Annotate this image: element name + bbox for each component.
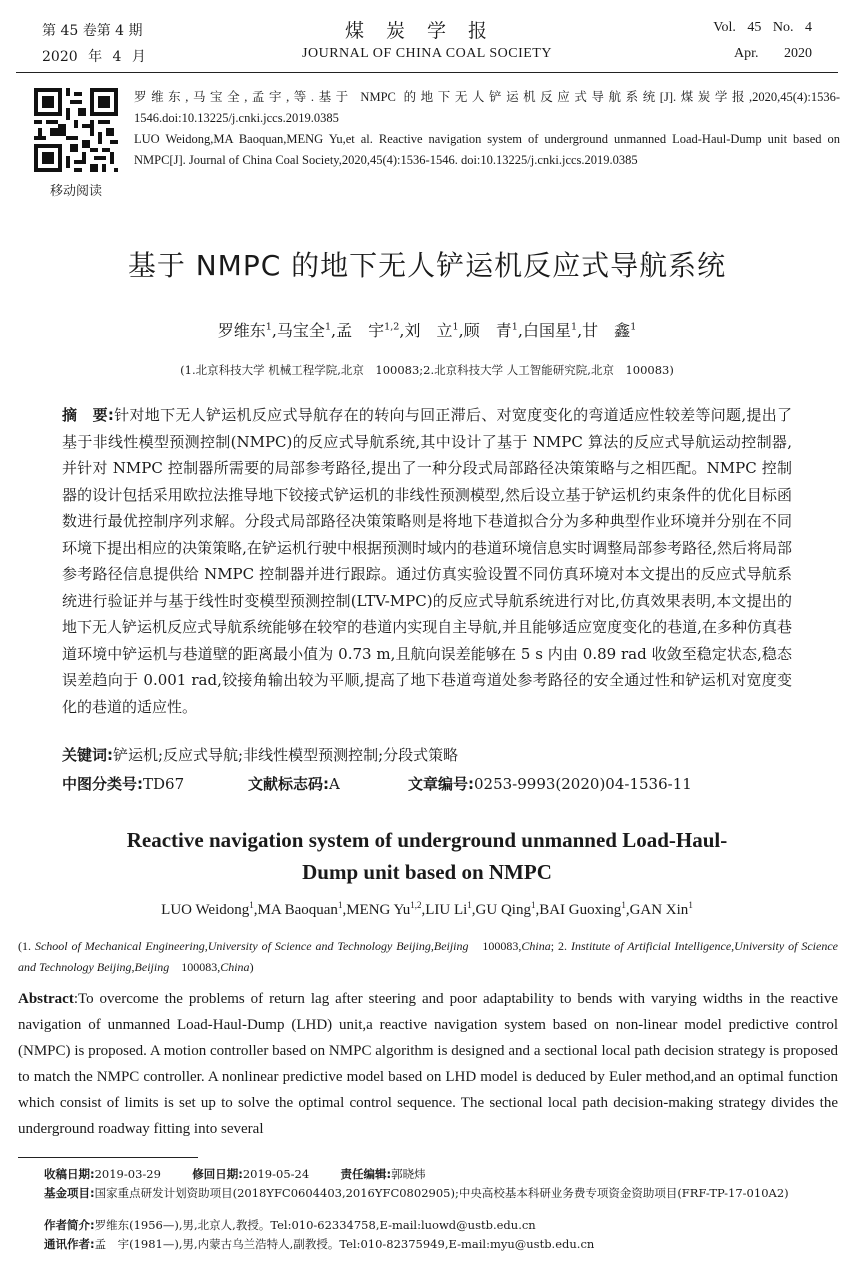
affiliation-cn: (1.北京科技大学 机械工程学院,北京 100083;2.北京科技大学 人工智能研究院,北京 100083) bbox=[180, 363, 674, 377]
article-id bbox=[408, 773, 692, 794]
aff-en-loc1: 100083, bbox=[468, 939, 522, 953]
author-name: 甘 鑫 bbox=[582, 321, 631, 340]
aff-en-sep: ; 2. bbox=[550, 939, 571, 953]
fund-text: 国家重点研发计划资助项目(2018YFC0604403,2016YFC0802905);中央高校基本科研业务费专项资金资助项目(FRF-TP-17-010A2) bbox=[94, 1186, 789, 1200]
date-cn: 2020 年 4 月 bbox=[42, 49, 146, 65]
author-sup: 1 bbox=[688, 900, 693, 910]
paper-title-en-line1: Reactive navigation system of underground unmanned Load-Haul- bbox=[126, 828, 728, 852]
aff-en-open: (1. bbox=[18, 939, 35, 953]
keywords-cn-text: 铲运机;反应式导航;非线性模型预测控制;分段式策略 bbox=[113, 746, 459, 764]
abstract-cn-text: 针对地下无人铲运机反应式导航存在的转向与回正滞后、对宽度变化的弯道适应性较差等问题,提出了基于非线性模型预测控制(NMPC)的反应式导航系统,其中设计了基于 NMPC 算法的反应式导航运动控制器,并针对 NMPC 控制器所需要的局部参考路径,提出了一种分段式局部路径决策策略与之相匹配。NMPC 控制器的设计包括采用欧拉法推导地下铰接式铲运机的非线性预测模型,然后设立基于铲运机约束条件的优化目标函数进行最优控制序列求解。分段式局部路径决策策略则是将地下巷道拟合分为多种典型作业环境并分别在不同环境下提出相应的决策策略,在铲运机行驶中根据预测时域内的巷道环境信息实时调整局部参考路径,然后将局部参考路径信息提供给 NMPC 控制器并进行跟踪。通过仿真实验设置不同仿真环境对本文提出的反应式导航系统进行验证并与基于线性时变模型预测控制(LTV-MPC)的反应式导航系统进行对比,仿真效果表明,本文提出的地下无人铲运机反应式导航系统能够在较窄的巷道内实现自主导航,并且能够适应宽度变化的巷道,在多种仿真巷道环境中铲运机与巷道壁的距离最小值为 0.73 m,且航向误差能够在 5 s 内由 0.89 rad 收敛至稳定状态,稳态误差趋向于 0.001 rad,铰接角输出较为平顺,提高了地下巷道弯道处参考路径的安全通过性和铲运机对宽度变化的巷道的适应性。 bbox=[62, 406, 792, 716]
revised-date: 2019-05-24 bbox=[242, 1167, 310, 1181]
abstract-en-text: :To overcome the problems of return lag after steering and poor adaptability to bends with varying widths in the reactive navigation of unmanned Load-Haul-Dump (LHD) unit,a reactive navigation system based on non-linear model predictive control (NMPC) is proposed. A motion controller based on NMPC algorithm is designed and a sectional local path decision strategy is proposed to match the NMPC controller. A nonlinear predictive model based on LHD model is deduced by Euler method,and an optimal function which consist of limits is set up to solve the optimal control sequence. The sectional local path decision-making strategy divides the underground roadway fitting into several bbox=[18, 991, 838, 1137]
author-sup: 1,2 bbox=[410, 900, 422, 910]
author-name: GAN Xin bbox=[629, 902, 689, 918]
mobile-reading-label: 移动阅读 bbox=[49, 184, 102, 199]
footnote-corresponding bbox=[44, 1236, 844, 1254]
clc-value: TD67 bbox=[143, 775, 185, 793]
editor-name: 郭晓炜 bbox=[391, 1167, 426, 1181]
affiliation-en bbox=[18, 936, 838, 978]
author-sup: 1,2 bbox=[384, 321, 400, 333]
article-value: 0253-9993(2020)04-1536-11 bbox=[474, 775, 692, 793]
keywords-cn bbox=[62, 744, 792, 765]
doc-label: 文献标志码: bbox=[248, 775, 329, 793]
author-sup: 1 bbox=[511, 321, 518, 333]
bio-label: 作者简介: bbox=[44, 1218, 95, 1232]
author-list-cn: 罗维东$^1$,马宝全$^1$,孟 宇$^{1,2}$,刘 立$^1$,顾 青$^1$,白国星$^1$,甘 鑫$^1$ bbox=[217, 321, 637, 340]
volume-issue-cn: 第 45 卷第 4 期 bbox=[42, 23, 143, 39]
date-en: Apr. 2020 bbox=[734, 46, 812, 61]
corr-text: 孟 宇(1981—),男,内蒙古乌兰浩特人,副教授。Tel:010-82375949,E-mail:myu@ustb.edu.cn bbox=[94, 1237, 595, 1251]
footnote-bio bbox=[44, 1217, 844, 1235]
author-name: LUO Weidong bbox=[161, 902, 250, 918]
aff-en-close: ) bbox=[249, 960, 254, 974]
author-name: 顾 青 bbox=[463, 321, 512, 340]
aff-en-country2: China bbox=[220, 960, 250, 974]
citation-cn: 罗维东,马宝全,孟宇,等.基于 NMPC 的地下无人铲运机反应式导航系统[J].煤炭学报,2020,45(4):1536-1546.doi:10.13225/j.cnki.jccs.2019.0385 bbox=[134, 90, 840, 125]
author-name: 白国星 bbox=[522, 321, 571, 340]
footnote-funding bbox=[44, 1185, 844, 1203]
author-sup: 1 bbox=[530, 900, 536, 910]
volume-issue-en: Vol. 45 No. 4 bbox=[713, 20, 812, 35]
keywords-cn-label: 关键词: bbox=[62, 746, 113, 764]
revised-label: 修回日期: bbox=[192, 1167, 243, 1181]
qr-code-icon[interactable] bbox=[34, 88, 118, 172]
author-sup: 1 bbox=[249, 900, 254, 910]
author-sup: 1 bbox=[324, 321, 332, 333]
aff-en-inst1: School of Mechanical Engineering,University of Science and Technology Beijing,Beijing bbox=[34, 939, 469, 953]
clc-code bbox=[62, 773, 184, 794]
author-name: 马宝全 bbox=[276, 321, 325, 340]
clc-label: 中图分类号: bbox=[62, 775, 143, 793]
citation-en: LUO Weidong,MA Baoquan,MENG Yu,et al. Reactive navigation system of underground unmanned Load-Haul-Dump unit based on NMPC[J]. Journal of China Coal Society,2020,45(4):1536-1546. doi:10.13225/j.cnki.jccs.2019.0385 bbox=[134, 132, 840, 167]
header-rule bbox=[16, 72, 838, 73]
journal-name-en: JOURNAL OF CHINA COAL SOCIETY bbox=[302, 46, 552, 61]
aff-en-loc2: 100083, bbox=[169, 960, 221, 974]
paper-title-en-line2: Dump unit based on NMPC bbox=[302, 860, 552, 884]
editor-label: 责任编辑: bbox=[340, 1167, 392, 1181]
paper-title-en bbox=[0, 824, 854, 888]
author-name: BAI Guoxing bbox=[539, 902, 622, 918]
author-sup: 1 bbox=[265, 321, 272, 333]
abstract-cn bbox=[62, 402, 792, 720]
author-sup: 1 bbox=[621, 900, 626, 910]
document-code bbox=[248, 773, 340, 794]
author-list-en: LUO Weidong$^1$,MA Baoquan$^1$,MENG Yu$^{1,2}$,LIU Li$^1$,GU Qing$^1$,BAI Guoxing$^1$,GAN Xin$^1$ bbox=[161, 900, 693, 918]
footnote-rule bbox=[18, 1157, 198, 1158]
author-name: MENG Yu bbox=[346, 902, 411, 918]
author-sup: 1 bbox=[467, 900, 472, 910]
received-label: 收稿日期: bbox=[44, 1167, 95, 1181]
bio-text: 罗维东(1956—),男,北京人,教授。Tel:010-62334758,E-mail:luowd@ustb.edu.cn bbox=[94, 1218, 536, 1232]
author-name: 刘 立 bbox=[404, 321, 453, 340]
aff-en-inst2: Institute of Artificial Intelligence,University of Science and Technology Beijing,Beijing bbox=[18, 939, 838, 974]
author-name: GU Qing bbox=[475, 902, 531, 918]
author-name: 罗维东 bbox=[217, 321, 266, 340]
citation-block bbox=[134, 87, 840, 171]
fund-label: 基金项目: bbox=[44, 1186, 95, 1200]
paper-title-cn: 基于 NMPC 的地下无人铲运机反应式导航系统 bbox=[127, 249, 727, 282]
corr-label: 通讯作者: bbox=[44, 1237, 95, 1251]
author-sup: 1 bbox=[452, 321, 459, 333]
author-sup: 1 bbox=[570, 321, 578, 333]
abstract-en bbox=[18, 986, 838, 1142]
abstract-cn-label: 摘 要: bbox=[62, 406, 114, 424]
aff-en-country1: China bbox=[521, 939, 551, 953]
doc-value: A bbox=[329, 775, 340, 793]
journal-name-cn: 煤炭学报 bbox=[344, 20, 509, 42]
article-label: 文章编号: bbox=[408, 775, 474, 793]
received-date: 2019-03-29 bbox=[94, 1167, 161, 1181]
author-name: LIU Li bbox=[425, 902, 468, 918]
author-name: 孟 宇 bbox=[336, 321, 385, 340]
author-sup: 1 bbox=[337, 900, 343, 910]
author-sup: 1 bbox=[630, 321, 637, 333]
abstract-en-label: Abstract bbox=[18, 991, 74, 1007]
author-name: MA Baoquan bbox=[257, 902, 338, 918]
footnote-dates bbox=[44, 1166, 844, 1184]
